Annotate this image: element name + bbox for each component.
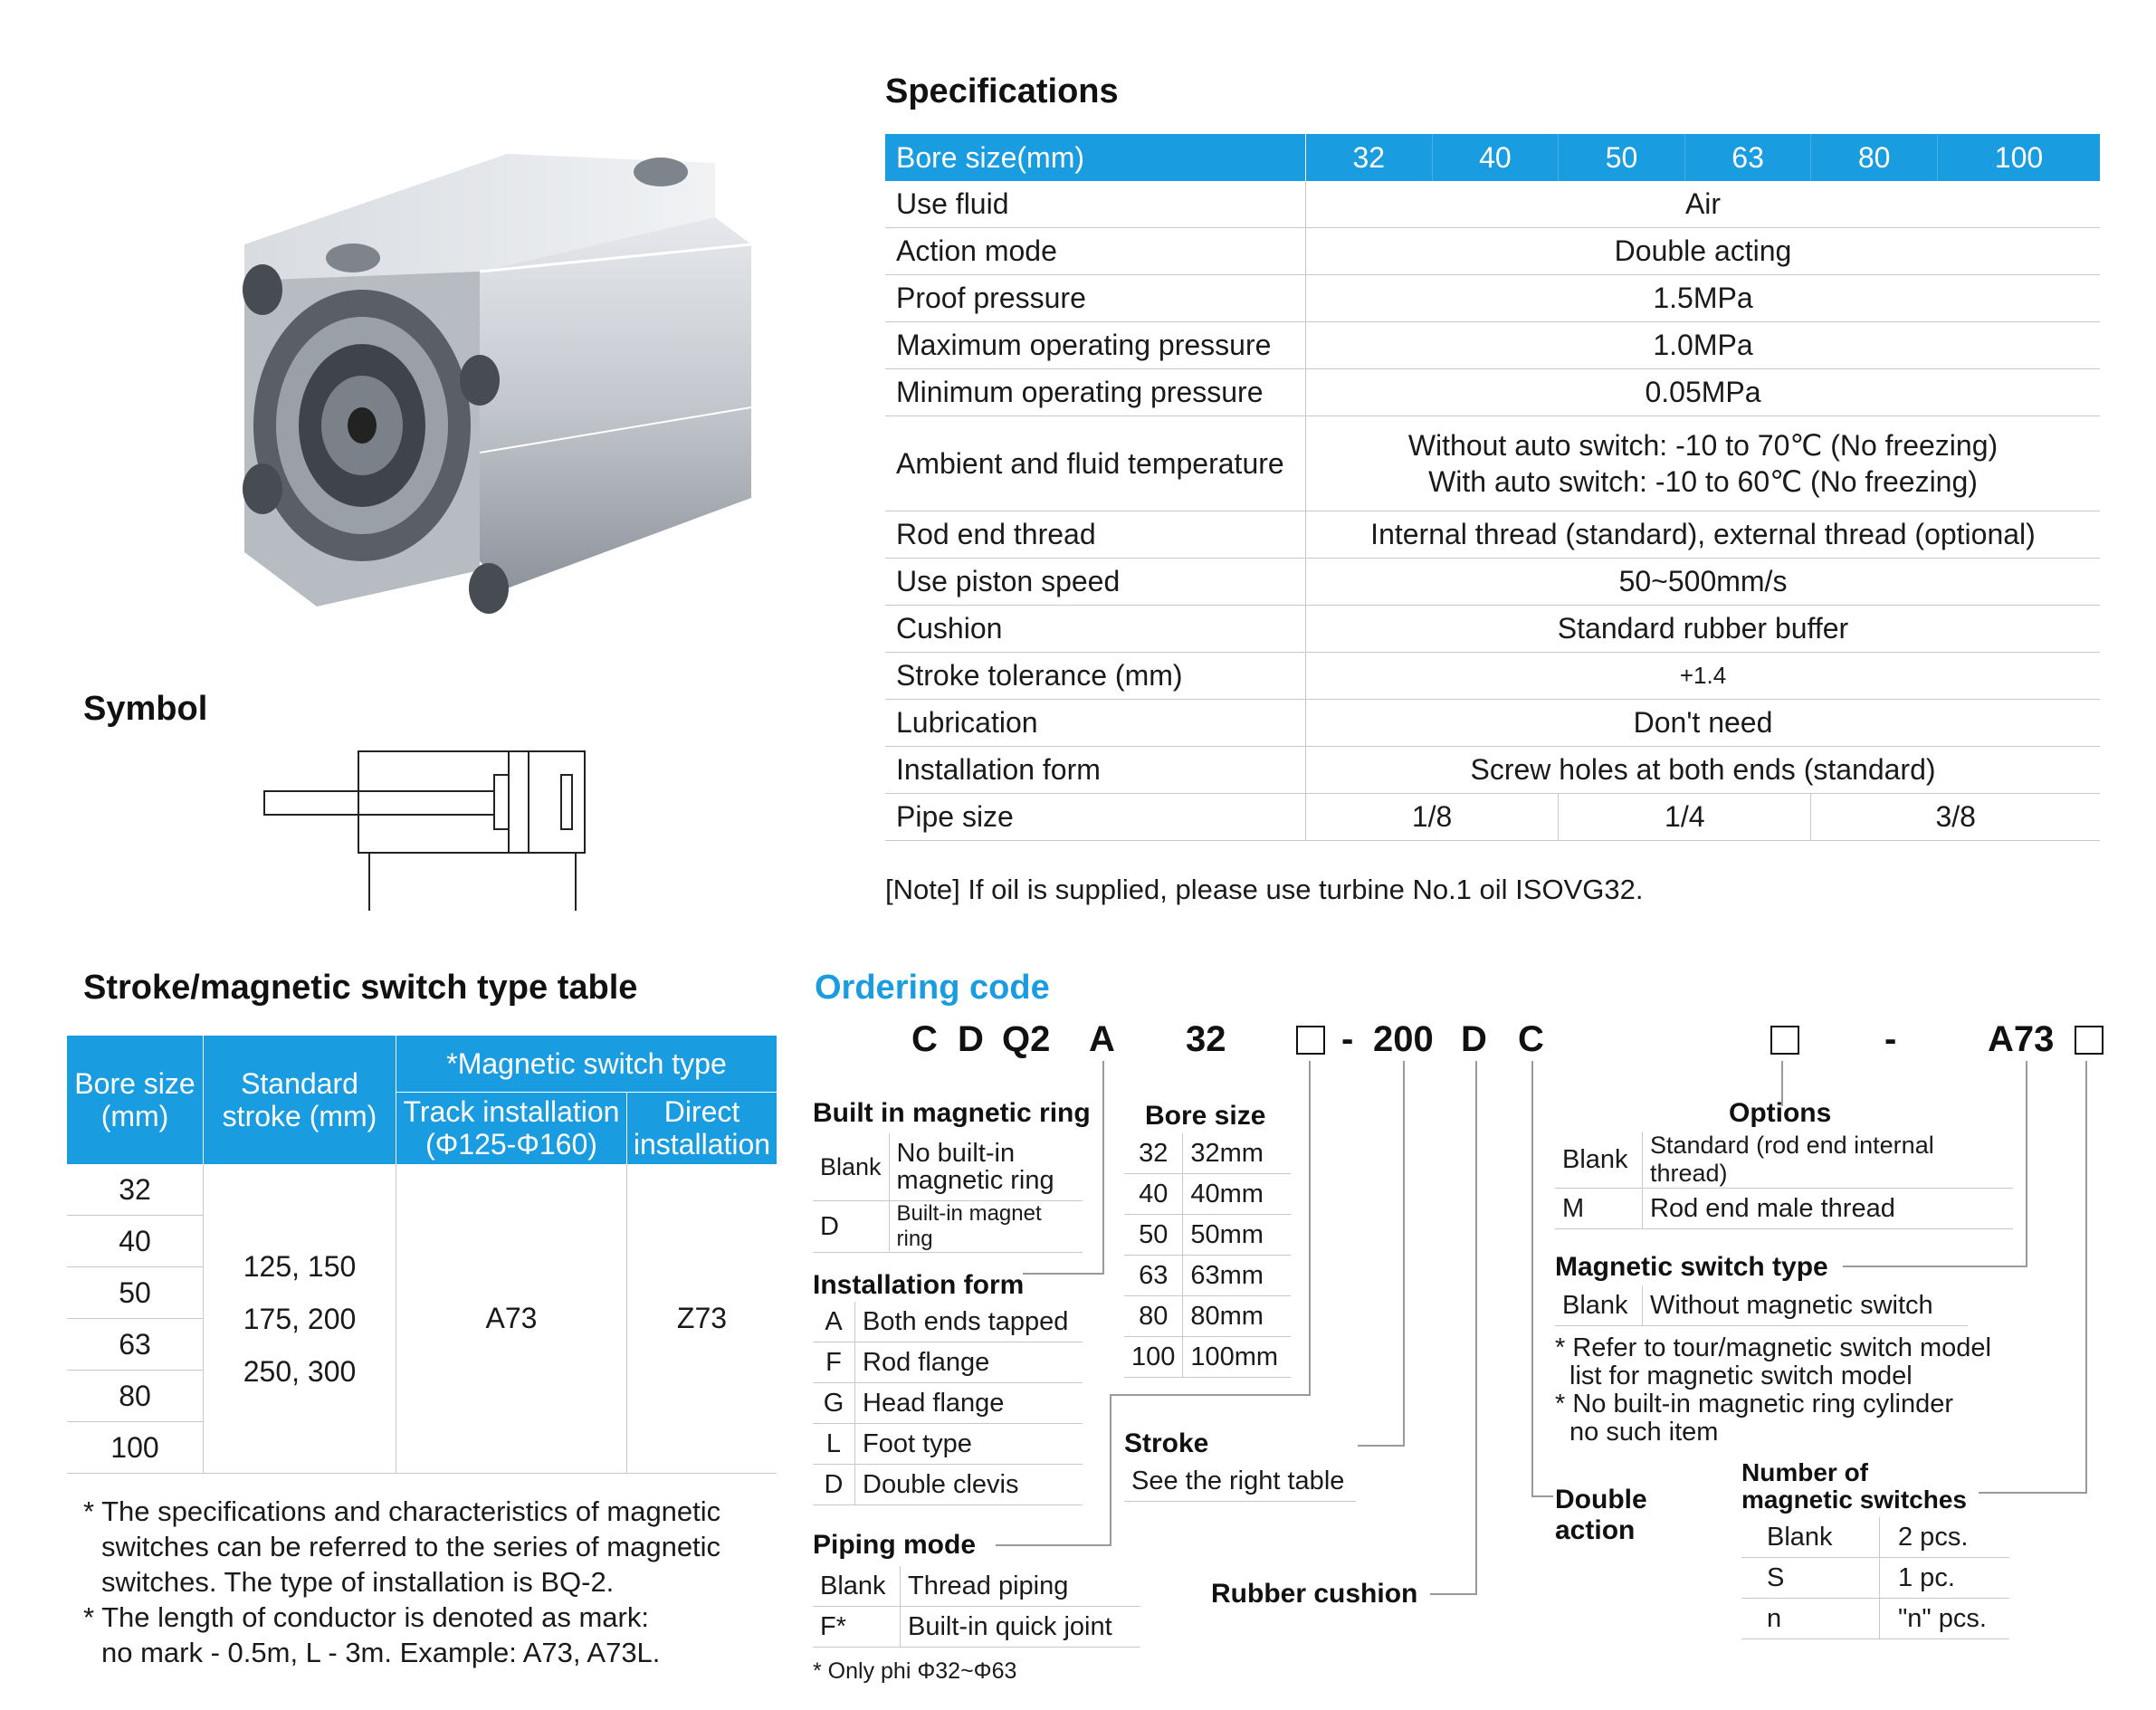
option-desc: 80mm bbox=[1183, 1296, 1291, 1337]
code-part-c2: C bbox=[1518, 1019, 1544, 1059]
option-key: n bbox=[1741, 1599, 1880, 1639]
spec-row bbox=[885, 606, 2100, 653]
spec-row bbox=[885, 511, 2100, 559]
code-part-d2: D bbox=[1461, 1019, 1487, 1059]
track-value-cell: A73 bbox=[396, 1164, 627, 1474]
bore-cell: 50 bbox=[67, 1267, 204, 1319]
spec-label: Maximum operating pressure bbox=[885, 322, 1306, 369]
option-key: Blank bbox=[1555, 1132, 1643, 1189]
direct-value-cell: Z73 bbox=[627, 1164, 777, 1474]
spec-value: 0.05MPa bbox=[1306, 369, 2101, 416]
option-key: Blank bbox=[1741, 1517, 1880, 1558]
spec-label: Lubrication bbox=[885, 700, 1306, 747]
connector-line bbox=[1475, 1061, 1477, 1595]
option-desc: 63mm bbox=[1183, 1256, 1291, 1296]
connector-line bbox=[1102, 1061, 1104, 1275]
option-desc: Thread piping bbox=[901, 1566, 1141, 1607]
spec-row bbox=[885, 747, 2100, 794]
magnetic-switch-column-header: *Magnetic switch type bbox=[396, 1036, 777, 1092]
option-key: S bbox=[1741, 1558, 1880, 1599]
stroke-switch-table bbox=[67, 1036, 777, 1474]
spec-row bbox=[885, 700, 2100, 747]
note-line: * The specifications and characteristics of magnetic bbox=[83, 1495, 721, 1527]
spec-row bbox=[885, 653, 2100, 700]
cylinder-product-image bbox=[208, 136, 797, 643]
connector-line bbox=[1531, 1061, 1533, 1497]
switches-title-line: Number of bbox=[1741, 1458, 1868, 1486]
option-key: 50 bbox=[1124, 1215, 1183, 1256]
spec-row bbox=[885, 275, 2100, 322]
option-key: D bbox=[813, 1201, 889, 1253]
spec-label: Proof pressure bbox=[885, 275, 1306, 322]
connector-line bbox=[1110, 1394, 1111, 1546]
code-part-dash: - bbox=[1341, 1019, 1354, 1059]
code-placeholder-box bbox=[1770, 1026, 1799, 1055]
spec-label: Pipe size bbox=[885, 794, 1306, 841]
specifications-table bbox=[885, 134, 2100, 841]
magnetic-switch-type-title: Magnetic switch type bbox=[1555, 1252, 1828, 1282]
option-desc: Without magnetic switch bbox=[1643, 1285, 1969, 1326]
option-key: 80 bbox=[1124, 1296, 1183, 1337]
note-line: switches. The type of installation is BQ-2. bbox=[101, 1566, 615, 1598]
stroke-title: Stroke bbox=[1124, 1428, 1209, 1458]
pipe-size-value: 3/8 bbox=[1811, 794, 2100, 841]
ordering-code-title: Ordering code bbox=[815, 969, 1050, 1007]
spec-row bbox=[885, 369, 2100, 416]
double-action-line: action bbox=[1555, 1515, 1636, 1545]
option-key: M bbox=[1555, 1189, 1643, 1229]
bore-80: 80 bbox=[1811, 134, 1938, 181]
spec-row-pipe bbox=[885, 794, 2100, 841]
stroke-values-cell bbox=[204, 1164, 396, 1474]
bore-cell: 80 bbox=[67, 1371, 204, 1422]
spec-row bbox=[885, 559, 2100, 606]
spec-label: Action mode bbox=[885, 228, 1306, 275]
stroke-value: 125, 150 bbox=[243, 1249, 357, 1283]
spec-value: Don't need bbox=[1306, 700, 2101, 747]
option-key: F bbox=[813, 1342, 855, 1383]
double-action-title bbox=[1555, 1485, 1647, 1546]
option-key: F* bbox=[813, 1607, 901, 1648]
connector-line bbox=[1979, 1492, 2087, 1494]
note-line: switches can be referred to the series of magnetic bbox=[101, 1531, 721, 1562]
option-key: 40 bbox=[1124, 1174, 1183, 1215]
option-desc: Built-in magnet ring bbox=[889, 1201, 1083, 1253]
code-part-200: 200 bbox=[1373, 1019, 1434, 1059]
option-desc: Rod flange bbox=[855, 1342, 1083, 1383]
option-desc: Double clevis bbox=[855, 1465, 1083, 1505]
option-key: G bbox=[813, 1383, 855, 1424]
code-part-q2: Q2 bbox=[1002, 1019, 1051, 1059]
connector-line bbox=[1110, 1394, 1311, 1396]
code-placeholder-box bbox=[2075, 1026, 2104, 1055]
bore-size-column-header: Bore size (mm) bbox=[67, 1036, 204, 1164]
spec-row bbox=[885, 228, 2100, 275]
connector-line bbox=[1531, 1495, 1553, 1497]
options-table bbox=[1555, 1132, 2013, 1229]
stroke-value: 250, 300 bbox=[243, 1354, 357, 1388]
option-desc: 100mm bbox=[1183, 1337, 1291, 1378]
magnetic-switch-type-table bbox=[1555, 1285, 1968, 1326]
stroke-desc: See the right table bbox=[1124, 1461, 1356, 1502]
option-desc: No built-in magnetic ring bbox=[889, 1133, 1083, 1201]
direct-installation-header: Direct installation bbox=[627, 1092, 777, 1164]
spec-label: Ambient and fluid temperature bbox=[885, 416, 1306, 511]
option-key: Blank bbox=[813, 1566, 901, 1607]
spec-row-temperature bbox=[885, 416, 2100, 511]
magnetic-ring-table bbox=[813, 1133, 1083, 1253]
note-line: list for magnetic switch model bbox=[1569, 1361, 1913, 1390]
bore-cell: 32 bbox=[67, 1164, 204, 1216]
spec-value: Air bbox=[1306, 181, 2101, 228]
option-desc: Foot type bbox=[855, 1424, 1083, 1465]
option-desc: Built-in quick joint bbox=[901, 1607, 1141, 1648]
note-line: * No built-in magnetic ring cylinder bbox=[1555, 1390, 1954, 1419]
option-desc: 1 pc. bbox=[1880, 1558, 2010, 1599]
installation-form-title: Installation form bbox=[813, 1270, 1025, 1300]
connector-line bbox=[1358, 1445, 1405, 1447]
switches-title-line: magnetic switches bbox=[1741, 1486, 1967, 1514]
pipe-size-value: 1/4 bbox=[1559, 794, 1811, 841]
option-key: Blank bbox=[1555, 1285, 1643, 1326]
option-desc: 40mm bbox=[1183, 1174, 1291, 1215]
code-part-a73: A73 bbox=[1988, 1019, 2055, 1059]
code-part-a: A bbox=[1089, 1019, 1115, 1059]
bore-cell: 40 bbox=[67, 1216, 204, 1267]
connector-line bbox=[996, 1544, 1111, 1546]
double-action-line: Double bbox=[1555, 1485, 1647, 1514]
option-desc: "n" pcs. bbox=[1880, 1599, 2010, 1639]
spec-value: Screw holes at both ends (standard) bbox=[1306, 747, 2101, 794]
option-desc: Rod end male thread bbox=[1643, 1189, 2014, 1229]
bore-size-header: Bore size(mm) bbox=[885, 134, 1306, 181]
spec-label: Cushion bbox=[885, 606, 1306, 653]
temperature-line-1: Without auto switch: -10 to 70℃ (No freezing) bbox=[1407, 429, 1999, 462]
track-installation-header: Track installation (Φ125-Φ160) bbox=[396, 1092, 627, 1164]
spec-value: Internal thread (standard), external thread (optional) bbox=[1306, 511, 2101, 559]
spec-row bbox=[885, 322, 2100, 369]
stroke-table-ordering bbox=[1124, 1461, 1356, 1502]
option-key: 63 bbox=[1124, 1256, 1183, 1296]
stroke-table-notes bbox=[83, 1494, 720, 1670]
number-of-switches-title bbox=[1741, 1459, 1967, 1514]
magnetic-ring-title: Built in magnetic ring bbox=[813, 1098, 1091, 1128]
spec-label: Minimum operating pressure bbox=[885, 369, 1306, 416]
option-key: Blank bbox=[813, 1133, 889, 1201]
code-part-d: D bbox=[958, 1019, 984, 1059]
stroke-table-title: Stroke/magnetic switch type table bbox=[83, 969, 638, 1007]
option-desc: 50mm bbox=[1183, 1215, 1291, 1256]
symbol-title: Symbol bbox=[83, 690, 208, 728]
option-key: 32 bbox=[1124, 1133, 1183, 1174]
code-part-dash2: - bbox=[1884, 1019, 1897, 1059]
installation-form-table bbox=[813, 1302, 1083, 1505]
options-title: Options bbox=[1729, 1098, 1832, 1128]
spec-value: +1.4 bbox=[1306, 653, 2101, 700]
connector-line bbox=[1403, 1061, 1405, 1446]
code-placeholder-box bbox=[1296, 1026, 1325, 1055]
note-line: no mark - 0.5m, L - 3m. Example: A73, A73L. bbox=[101, 1637, 661, 1668]
option-key: D bbox=[813, 1465, 855, 1505]
bore-cell: 100 bbox=[67, 1422, 204, 1474]
connector-line bbox=[1843, 1266, 2027, 1267]
option-desc: Head flange bbox=[855, 1383, 1083, 1424]
connector-line bbox=[1430, 1593, 1477, 1595]
code-part-32: 32 bbox=[1186, 1019, 1226, 1059]
note-line: * Refer to tour/magnetic switch model bbox=[1555, 1333, 1991, 1362]
bore-cell: 63 bbox=[67, 1319, 204, 1371]
bore-63: 63 bbox=[1684, 134, 1811, 181]
temperature-line-2: With auto switch: -10 to 60℃ (No freezing) bbox=[1428, 465, 1978, 498]
code-part-c: C bbox=[911, 1019, 938, 1059]
pipe-size-value: 1/8 bbox=[1306, 794, 1559, 841]
stroke-value: 175, 200 bbox=[243, 1302, 357, 1335]
piping-mode-table bbox=[813, 1566, 1140, 1648]
connector-line bbox=[1309, 1061, 1311, 1396]
option-key: 100 bbox=[1124, 1337, 1183, 1378]
spec-label: Use fluid bbox=[885, 181, 1306, 228]
bore-40: 40 bbox=[1432, 134, 1559, 181]
connector-line bbox=[2085, 1061, 2087, 1494]
option-key: A bbox=[813, 1302, 855, 1342]
connector-line bbox=[2026, 1061, 2027, 1267]
bore-50: 50 bbox=[1559, 134, 1685, 181]
spec-label: Use piston speed bbox=[885, 559, 1306, 606]
magnetic-switch-notes bbox=[1555, 1334, 1991, 1447]
bore-100: 100 bbox=[1937, 134, 2100, 181]
spec-row bbox=[885, 181, 2100, 228]
spec-value: 1.5MPa bbox=[1306, 275, 2101, 322]
option-key: L bbox=[813, 1424, 855, 1465]
bore-size-table bbox=[1124, 1133, 1291, 1378]
option-desc: 2 pcs. bbox=[1880, 1517, 2010, 1558]
cylinder-symbol-diagram bbox=[262, 750, 597, 912]
note-line: no such item bbox=[1569, 1418, 1719, 1447]
spec-label: Rod end thread bbox=[885, 511, 1306, 559]
connector-line bbox=[1023, 1273, 1104, 1275]
standard-stroke-column-header: Standard stroke (mm) bbox=[204, 1036, 396, 1164]
option-desc: Both ends tapped bbox=[855, 1302, 1083, 1342]
option-desc: 32mm bbox=[1183, 1133, 1291, 1174]
spec-label: Installation form bbox=[885, 747, 1306, 794]
spec-value: Double acting bbox=[1306, 228, 2101, 275]
spec-value: Standard rubber buffer bbox=[1306, 606, 2101, 653]
option-desc: Standard (rod end internal thread) bbox=[1643, 1132, 2014, 1189]
number-of-switches-table bbox=[1741, 1517, 2009, 1639]
spec-note: [Note] If oil is supplied, please use turbine No.1 oil ISOVG32. bbox=[885, 874, 1644, 905]
spec-value: 1.0MPa bbox=[1306, 322, 2101, 369]
spec-value: 50~500mm/s bbox=[1306, 559, 2101, 606]
note-line: * The length of conductor is denoted as mark: bbox=[83, 1601, 649, 1633]
piping-note: * Only phi Φ32~Φ63 bbox=[813, 1658, 1017, 1684]
spec-label: Stroke tolerance (mm) bbox=[885, 653, 1306, 700]
spec-value bbox=[1306, 416, 2101, 511]
specifications-title: Specifications bbox=[885, 72, 1119, 110]
bore-size-title: Bore size bbox=[1145, 1101, 1266, 1131]
rubber-cushion-title: Rubber cushion bbox=[1211, 1579, 1418, 1609]
piping-mode-title: Piping mode bbox=[813, 1530, 976, 1560]
bore-32: 32 bbox=[1306, 134, 1433, 181]
spec-header-row bbox=[885, 134, 2100, 181]
